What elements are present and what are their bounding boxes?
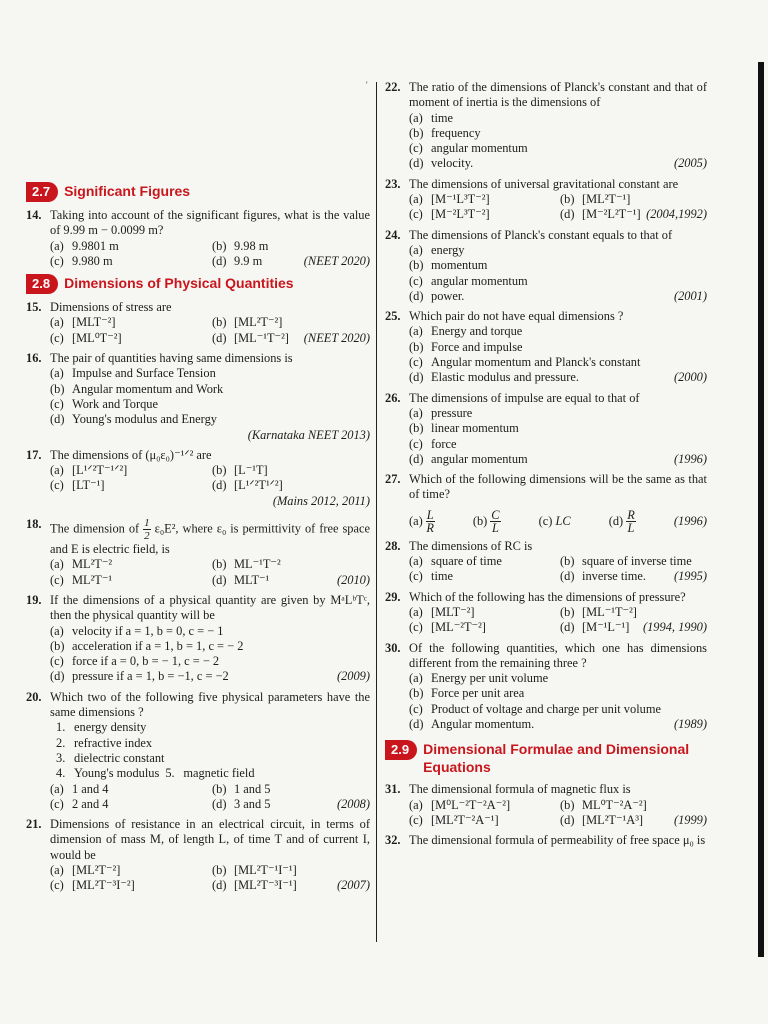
option-c: (c) force if a = 0, b = − 1, c = − 2 <box>50 654 220 669</box>
question-year: (1996) <box>673 451 707 466</box>
parameter-list <box>50 720 370 781</box>
option-b: (b) Angular momentum and Work <box>50 381 224 396</box>
option-b: (b) [L⁻¹T] <box>212 463 268 478</box>
option-b: (b) [ML²T⁻²] <box>212 315 283 330</box>
option-c: (c) [ML²T⁻³I⁻²] <box>50 878 135 893</box>
option-c: (c) [ML²T⁻²A⁻¹] <box>409 812 499 827</box>
option-a: (a) 9.9801 m <box>50 238 119 253</box>
question-text: If the dimensions of a physical quantity are given by MᵃLᵇTᶜ, then the physical quantity will be <box>50 592 370 623</box>
right-column <box>385 80 707 853</box>
question-year: (NEET 2020) <box>303 330 370 345</box>
option-d: (d) [ML⁻¹T⁻²] (NEET 2020) <box>212 330 370 345</box>
question-number: 19. <box>26 592 42 607</box>
option-d: (d) velocity. (2005) <box>409 156 707 171</box>
question-number: 22. <box>385 80 401 94</box>
question-number: 20. <box>26 689 42 704</box>
option-c: (c) [M⁻²L³T⁻²] <box>409 207 490 222</box>
question-year: (1995) <box>673 569 707 584</box>
question-year: (2010) <box>336 572 370 587</box>
question-text: Dimensions of stress are <box>50 300 172 315</box>
option-a: (a) [L¹ᐟ²T⁻¹ᐟ²] <box>50 463 128 478</box>
option-a: (a) $\frac{L}{R}$ <box>409 507 434 535</box>
question-29 <box>385 590 707 636</box>
question-number: 32. <box>385 833 401 848</box>
section-title: Dimensional Formulae and Dimensional Equations <box>423 741 690 776</box>
option-d: (d) [M⁻¹L⁻¹] (1994, 1990) <box>560 620 707 635</box>
option-a: (a) time <box>409 110 454 125</box>
option-b: (b) 1 and 5 <box>212 781 271 796</box>
option-d: (d) 9.9 m (NEET 2020) <box>212 253 370 268</box>
page-mark: ' <box>366 80 368 90</box>
option-a: (a) [M⁻¹L³T⁻²] <box>409 192 490 207</box>
option-a: (a) [M⁰L⁻²T⁻²A⁻²] <box>409 797 511 812</box>
option-a: (a) square of time <box>409 554 502 569</box>
list-item: 3. dielectric constant <box>56 750 165 765</box>
question-text: Of the following quantities, which one has dimensions different from the remaining three ? <box>409 640 707 670</box>
option-a: (a) Impulse and Surface Tension <box>50 366 216 381</box>
option-c: (c) angular momentum <box>409 273 528 288</box>
option-c: (c) LC <box>538 513 571 528</box>
option-b: (b) linear momentum <box>409 421 519 436</box>
question-number: 14. <box>26 208 42 222</box>
section-heading-2-7 <box>26 182 370 202</box>
question-26 <box>385 391 707 467</box>
question-18 <box>26 517 370 588</box>
question-year: (1999) <box>673 812 707 827</box>
option-c: (c) Angular momentum and Planck's constant <box>409 355 641 370</box>
question-27 <box>385 472 707 534</box>
question-number: 25. <box>385 309 401 324</box>
option-c: (c) 2 and 4 <box>50 796 109 811</box>
question-17 <box>26 448 370 509</box>
option-c: (c) 9.980 m <box>50 253 113 268</box>
option-a: (a) Energy and torque <box>409 324 523 339</box>
section-heading-2-9 <box>385 740 707 776</box>
option-b: (b) acceleration if a = 1, b = 1, c = − 2 <box>50 638 244 653</box>
option-c: (c) ML²T⁻¹ <box>50 572 113 587</box>
option-b: (b) Force and impulse <box>409 339 523 354</box>
section-number: 2.8 <box>26 274 58 294</box>
question-24 <box>385 228 707 304</box>
list-item: 2. refractive index <box>56 735 153 750</box>
question-number: 27. <box>385 472 401 487</box>
question-year: (Mains 2012, 2011) <box>272 493 370 508</box>
option-d: (d) inverse time. (1995) <box>560 569 707 584</box>
question-number: 23. <box>385 176 401 191</box>
question-32 <box>385 833 707 848</box>
fraction: $\frac{1}{2}$ <box>144 517 150 543</box>
question-30 <box>385 641 707 733</box>
option-c: (c) [ML⁰T⁻²] <box>50 330 122 345</box>
section-title: Dimensions of Physical Quantities <box>64 275 294 292</box>
question-number: 18. <box>26 517 42 532</box>
option-d: (d) $\frac{R}{L}$ <box>608 507 635 535</box>
option-b: (b) [ML²T⁻¹I⁻¹] <box>212 862 297 877</box>
option-d: (d) Angular momentum. (1989) <box>409 716 707 731</box>
option-a: (a) velocity if a = 1, b = 0, c = − 1 <box>50 623 224 638</box>
question-number: 21. <box>26 817 42 832</box>
option-a: (a) 1 and 4 <box>50 781 109 796</box>
question-14 <box>26 208 370 269</box>
option-d: (d) Elastic modulus and pressure. (2000) <box>409 370 707 385</box>
question-year: (2005) <box>673 156 707 171</box>
option-c: (c) time <box>409 569 454 584</box>
question-15 <box>26 300 370 346</box>
option-a: (a) Energy per unit volume <box>409 671 549 686</box>
question-number: 30. <box>385 640 401 655</box>
question-number: 26. <box>385 390 401 405</box>
question-25 <box>385 309 707 385</box>
question-text: Which of the following has the dimensions of pressure? <box>409 589 686 604</box>
option-c: (c) Product of voltage and charge per unit volume <box>409 701 661 716</box>
option-c: (c) [ML⁻²T⁻²] <box>409 620 486 635</box>
question-text: Dimensions of resistance in an electrical circuit, in terms of dimension of mass M, of length L, of time T and of current I, would be <box>50 817 370 862</box>
question-number: 15. <box>26 300 42 315</box>
section-number: 2.9 <box>385 740 417 760</box>
option-d: (d) MLT⁻¹ (2010) <box>212 572 370 587</box>
question-year: (2009) <box>336 669 370 684</box>
option-b: (b) 9.98 m <box>212 238 269 253</box>
question-text: The dimensional formula of magnetic flux is <box>409 782 631 797</box>
option-b: (b) Force per unit area <box>409 686 525 701</box>
question-text: The dimension of $\frac{1}{2}$ ε₀E², where ε₀ is permittivity of free space and E is electric field, is <box>50 517 370 557</box>
question-year: (2004,1992) <box>646 207 707 222</box>
question-text: Taking into account of the significant figures, what is the value of 9.99 m − 0.0099 m? <box>50 208 370 238</box>
question-text: Which of the following dimensions will be the same as that of time? <box>409 472 707 502</box>
question-year: (Karnataka NEET 2013) <box>247 427 370 442</box>
option-d: (d) [M⁻²L²T⁻¹] (2004,1992) <box>560 207 707 222</box>
question-text: The dimensions of Planck's constant equals to that of <box>409 227 673 242</box>
option-a: (a) [MLT⁻²] <box>50 315 116 330</box>
question-text: The ratio of the dimensions of Planck's constant and that of moment of inertia is the dimensions of <box>409 80 707 110</box>
option-a: (a) [MLT⁻²] <box>409 604 475 619</box>
question-text: The dimensions of RC is <box>409 538 533 553</box>
question-year: (2000) <box>673 370 707 385</box>
option-a: (a) energy <box>409 242 465 257</box>
question-number: 31. <box>385 782 401 797</box>
question-28 <box>385 539 707 585</box>
question-text: The dimensions of impulse are equal to that of <box>409 390 640 405</box>
option-d: (d) [ML²T⁻¹A³] (1999) <box>560 812 707 827</box>
question-number: 29. <box>385 589 401 604</box>
option-c: (c) force <box>409 436 457 451</box>
question-text: Which pair do not have equal dimensions ? <box>409 309 624 324</box>
question-year: (1996) <box>673 513 707 528</box>
question-22 <box>385 80 707 172</box>
column-divider <box>376 82 377 942</box>
question-text: The pair of quantities having same dimensions is <box>50 351 293 366</box>
option-d: (d) angular momentum (1996) <box>409 451 707 466</box>
question-year: (2001) <box>673 288 707 303</box>
question-text: The dimensions of universal gravitational constant are <box>409 176 679 191</box>
left-column <box>26 178 370 899</box>
option-b: (b) $\frac{C}{L}$ <box>472 507 500 535</box>
question-year: (2008) <box>336 796 370 811</box>
list-item: 1. energy density <box>56 720 147 735</box>
section-number: 2.7 <box>26 182 58 202</box>
list-item: 4. Young's modulus 5. magnetic field <box>56 766 255 781</box>
question-21 <box>26 817 370 893</box>
question-year: (1994, 1990) <box>642 620 707 635</box>
question-number: 28. <box>385 538 401 553</box>
option-d: (d) pressure if a = 1, b = −1, c = −2 (2009) <box>50 669 370 684</box>
option-d: (d) Young's modulus and Energy <box>50 412 217 427</box>
option-d: (d) [ML²T⁻³I⁻¹] (2007) <box>212 878 370 893</box>
option-c: (c) angular momentum <box>409 141 528 156</box>
question-31 <box>385 782 707 828</box>
question-year: (2007) <box>336 878 370 893</box>
page-edge-bar <box>758 62 764 957</box>
question-23 <box>385 177 707 223</box>
option-b: (b) square of inverse time <box>560 554 692 569</box>
option-b: (b) [ML²T⁻¹] <box>560 192 631 207</box>
question-16 <box>26 351 370 443</box>
option-c: (c) Work and Torque <box>50 396 158 411</box>
option-d: (d) [L¹ᐟ²T¹ᐟ²] <box>212 478 283 493</box>
option-a: (a) [ML²T⁻²] <box>50 862 121 877</box>
option-b: (b) ML⁰T⁻²A⁻²] <box>560 797 647 812</box>
option-b: (b) [ML⁻¹T⁻²] <box>560 604 637 619</box>
question-text: The dimensions of (μ₀ε₀)⁻¹ᐟ² are <box>50 447 212 462</box>
question-text: Which two of the following five physical parameters have the same dimensions ? <box>50 689 370 720</box>
option-a: (a) pressure <box>409 405 473 420</box>
question-20 <box>26 690 370 812</box>
question-19 <box>26 593 370 685</box>
question-year: (NEET 2020) <box>303 253 370 268</box>
question-number: 16. <box>26 351 42 366</box>
question-number: 17. <box>26 447 42 462</box>
option-d: (d) power. (2001) <box>409 288 707 303</box>
option-a: (a) ML²T⁻² <box>50 557 113 572</box>
question-text: The dimensional formula of permeability of free space μ₀ is <box>409 833 706 848</box>
section-title: Significant Figures <box>64 183 191 199</box>
question-year: (1989) <box>673 716 707 731</box>
option-b: (b) momentum <box>409 258 488 273</box>
option-d: (d) 3 and 5 (2008) <box>212 796 370 811</box>
option-b: (b) ML⁻¹T⁻² <box>212 557 281 572</box>
question-number: 24. <box>385 227 401 242</box>
option-b: (b) frequency <box>409 125 481 140</box>
option-c: (c) [LT⁻¹] <box>50 478 105 493</box>
section-heading-2-8 <box>26 274 370 294</box>
